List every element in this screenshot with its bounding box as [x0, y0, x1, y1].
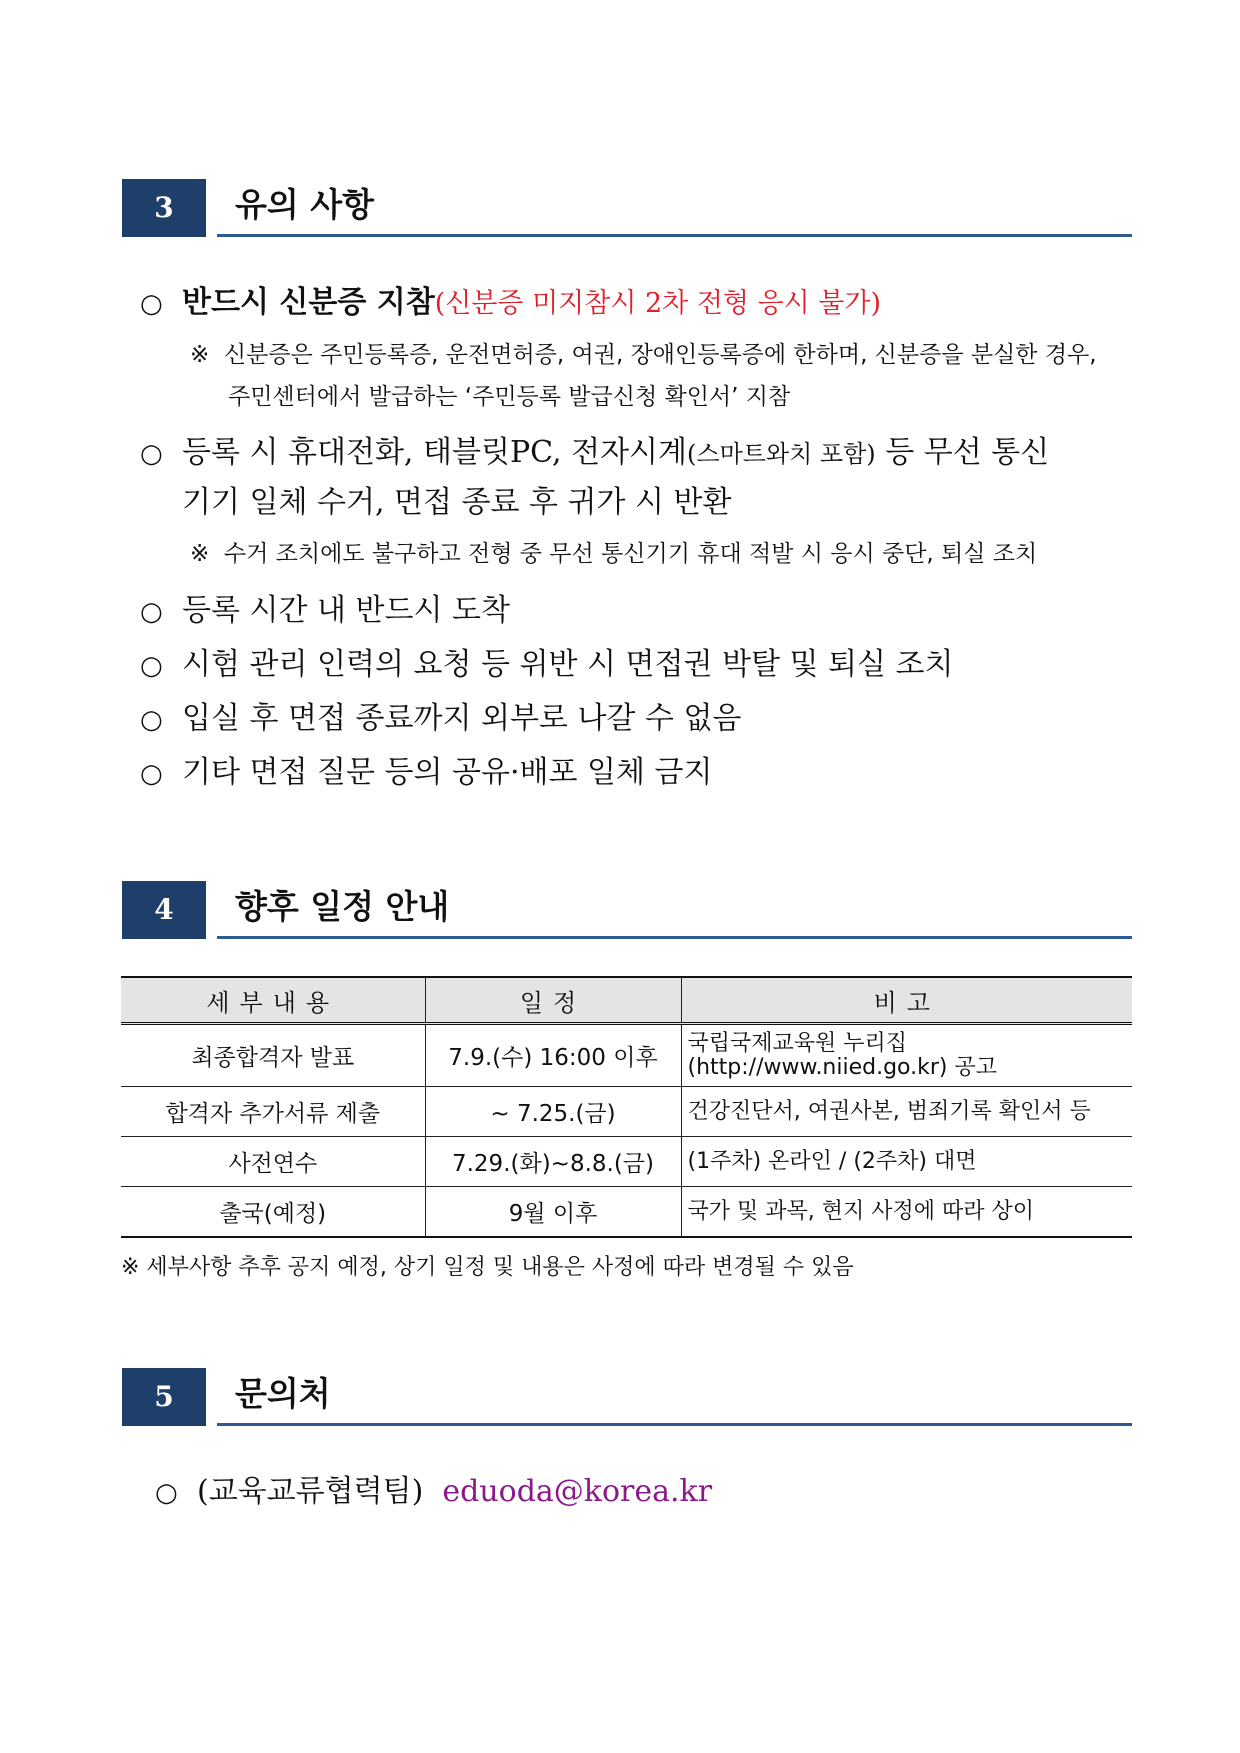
section-number: 5 — [122, 1368, 206, 1426]
notice-item-id-required — [140, 278, 881, 329]
cell-detail: 출국(예정) — [121, 1187, 425, 1238]
notice-item-violation — [140, 640, 953, 691]
table-header-row — [121, 977, 1132, 1024]
note-text: 수거 조치에도 불구하고 전형 중 무선 통신기기 휴대 적발 시 응시 중단, 퇴실 조치 — [223, 541, 1038, 567]
cell-remark: (1주차) 온라인 / (2주차) 대면 — [681, 1137, 1132, 1187]
notice-item-devices-continued: 기기 일체 수거, 면접 종료 후 귀가 시 반환 — [182, 485, 732, 520]
notice-note — [190, 535, 1037, 573]
section-title: 문의처 — [235, 1374, 331, 1413]
cell-remark: 국가 및 과목, 현지 사정에 따라 상이 — [681, 1187, 1132, 1238]
cell-detail: 최종합격자 발표 — [121, 1024, 425, 1087]
notice-text: 시험 관리 인력의 요청 등 위반 시 면접권 박탈 및 퇴실 조치 — [182, 647, 954, 682]
section-divider — [217, 936, 1132, 939]
table-row — [121, 1137, 1132, 1187]
section-header-5 — [122, 1368, 1132, 1426]
section-title: 유의 사항 — [235, 185, 375, 224]
notice-note — [190, 336, 1097, 374]
schedule-note: ※ 세부사항 추후 공지 예정, 상기 일정 및 내용은 사정에 따라 변경될 수 있음 — [121, 1255, 854, 1280]
notice-warning-text: (신분증 미지참시 2차 전형 응시 불가) — [434, 288, 882, 319]
notice-text: 기타 면접 질문 등의 공유·배포 일체 금지 — [182, 755, 713, 790]
column-header-detail: 세부내용 — [121, 977, 425, 1024]
section-title: 향후 일정 안내 — [235, 887, 450, 926]
schedule-table — [121, 976, 1132, 1238]
cell-date: 9월 이후 — [425, 1187, 681, 1238]
notice-text: 등록 시 휴대전화, 태블릿PC, 전자시계 — [182, 435, 688, 470]
circle-bullet-icon: ○ — [140, 289, 163, 319]
notice-text: 입실 후 면접 종료까지 외부로 나갈 수 없음 — [182, 701, 742, 736]
column-header-remark: 비고 — [681, 977, 1132, 1024]
notice-text: 반드시 신분증 지참 — [182, 285, 435, 320]
circle-bullet-icon: ○ — [140, 759, 163, 789]
cell-detail: 사전연수 — [121, 1137, 425, 1187]
contact-team: (교육교류협력팀) — [197, 1474, 424, 1509]
section-header-4 — [122, 881, 1132, 939]
notice-text: 등록 시간 내 반드시 도착 — [182, 593, 510, 628]
circle-bullet-icon: ○ — [140, 651, 163, 681]
cell-date: ~ 7.25.(금) — [425, 1087, 681, 1137]
cell-detail: 합격자 추가서류 제출 — [121, 1087, 425, 1137]
section-header-3 — [122, 179, 1132, 237]
circle-bullet-icon: ○ — [140, 439, 163, 469]
circle-bullet-icon: ○ — [140, 705, 163, 735]
table-row — [121, 1024, 1132, 1087]
remark-line: (http://www.niied.go.kr) 공고 — [687, 1054, 997, 1080]
column-header-date: 일정 — [425, 977, 681, 1024]
section-number: 3 — [122, 179, 206, 237]
notice-note-continued: 주민센터에서 발급하는 ‘주민등록 발급신청 확인서’ 지참 — [228, 384, 791, 410]
notice-text-small: (스마트와치 포함) — [687, 440, 876, 468]
circle-bullet-icon: ○ — [140, 597, 163, 627]
circle-bullet-icon: ○ — [155, 1478, 178, 1508]
note-mark-icon: ※ — [190, 342, 210, 368]
table-row — [121, 1087, 1132, 1137]
note-text: 신분증은 주민등록증, 운전면허증, 여권, 장애인등록증에 한하며, 신분증을 분실한 경우, — [223, 342, 1097, 368]
section-divider — [217, 234, 1132, 237]
cell-remark — [681, 1024, 1132, 1087]
section-divider — [217, 1423, 1132, 1426]
cell-date: 7.9.(수) 16:00 이후 — [425, 1024, 681, 1087]
notice-item-devices — [140, 428, 1049, 479]
note-mark-icon: ※ — [190, 541, 210, 567]
contact-line — [155, 1470, 712, 1515]
cell-remark: 건강진단서, 여권사본, 범죄기록 확인서 등 — [681, 1087, 1132, 1137]
notice-item-no-sharing — [140, 748, 712, 799]
contact-email-link[interactable]: eduoda@korea.kr — [442, 1474, 713, 1509]
notice-text: 등 무선 통신 — [875, 435, 1050, 470]
section-number: 4 — [122, 881, 206, 939]
remark-line: 국립국제교육원 누리집 — [687, 1030, 908, 1056]
cell-date: 7.29.(화)~8.8.(금) — [425, 1137, 681, 1187]
notice-item-arrival — [140, 586, 510, 637]
table-row — [121, 1187, 1132, 1238]
notice-item-no-exit — [140, 694, 741, 745]
